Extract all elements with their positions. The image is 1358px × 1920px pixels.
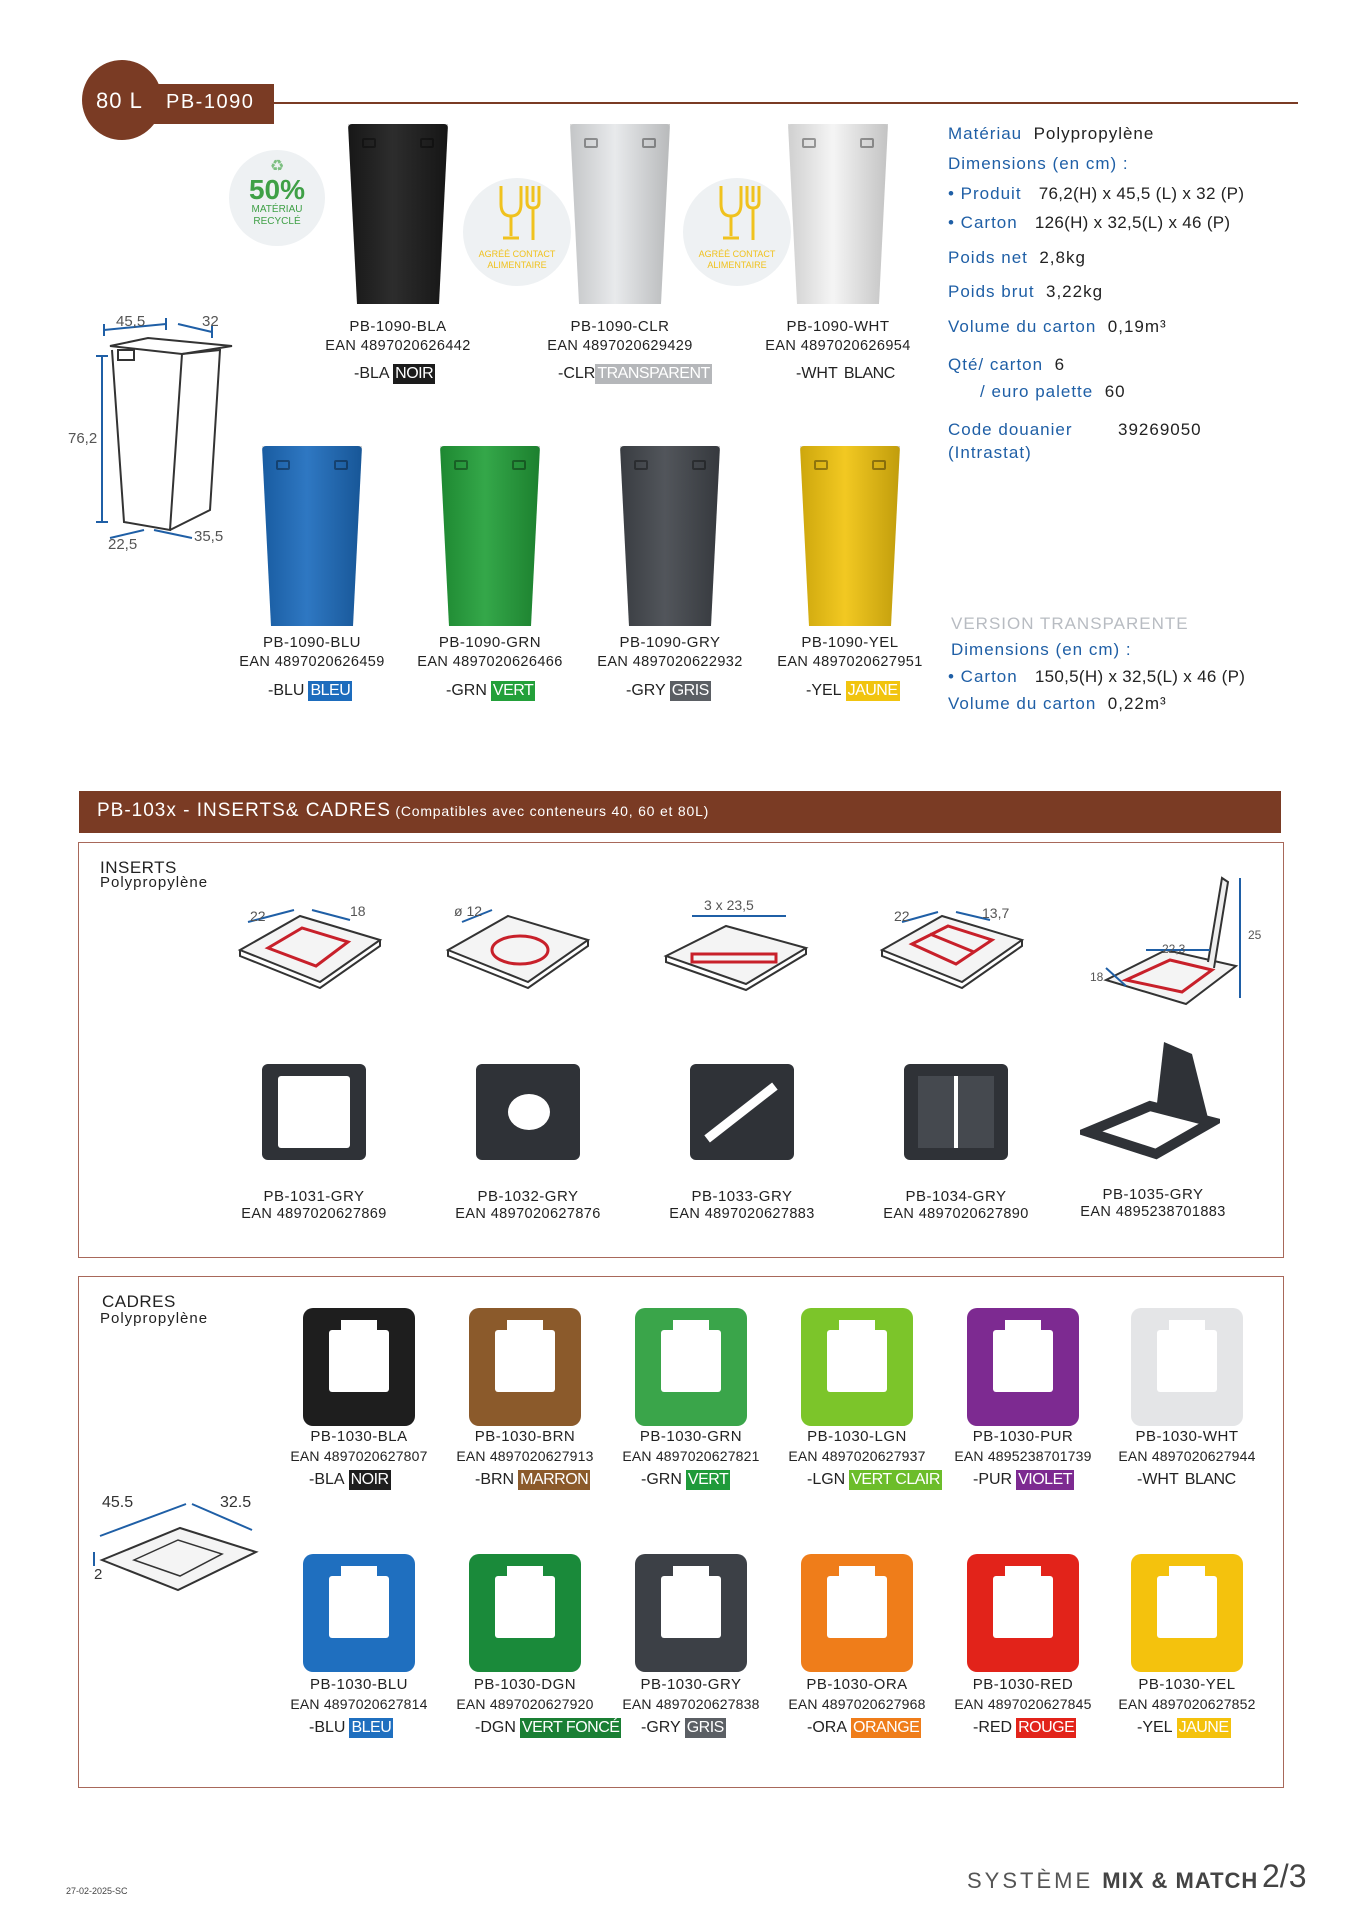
insert-dim-a: 22 [250,908,266,924]
spec-pallet-label: / euro palette [980,382,1094,401]
insert-dim-a: 3 x 23,5 [704,897,754,913]
product-ean: EAN 4897020622932 [597,654,743,670]
suffix-text: -BLA [309,1471,345,1488]
suffix-text: -CLR [558,365,596,382]
bin-image [788,124,888,304]
suffix-text: -GRN [641,1471,682,1488]
frames-subtitle: Polypropylène [100,1310,209,1327]
frame-ean: EAN 4897020627968 [788,1696,926,1712]
frame-code: PB-1030-PUR [972,1428,1074,1445]
spec-product-label: • Produit [948,184,1022,203]
insert-code: PB-1032-GRY [477,1188,579,1205]
food-contact-line2: ALIMENTAIRE [487,260,547,270]
frame-image-blu [303,1554,415,1672]
product-code: PB-1090-BLU [262,634,362,651]
product-code: PB-1090-YEL [801,634,899,651]
dim-bottom-width: 35,5 [194,528,224,545]
insert-image-1033 [690,1064,794,1160]
insert-dim-a: 22,3 [1162,942,1186,956]
spec-net-label: Poids net [948,248,1028,267]
bin-card-gry [570,446,770,626]
insert-dim-c: 25 [1248,928,1262,942]
bin-image [262,446,362,626]
insert-image-1035 [1080,1036,1220,1176]
frame-dim-height: 2 [94,1566,103,1583]
transparent-volume [948,694,1167,714]
color-swatch: TRANSPARENT [597,365,710,382]
suffix-text: -BLA [354,365,389,382]
frame-color-suffix [973,1718,1076,1738]
frame-image-red [967,1554,1079,1672]
frame-image-ora [801,1554,913,1672]
frame-code: PB-1030-ORA [806,1676,908,1693]
spec-carton-volume [948,317,1167,337]
frame-code: PB-1030-LGN [807,1428,907,1445]
frame-image-yel [1131,1554,1243,1672]
frame-ean: EAN 4897020627920 [456,1696,594,1712]
color-swatch: JAUNE [1178,1719,1229,1736]
frame-color-suffix [309,1470,391,1490]
frame-ean: EAN 4897020627937 [788,1448,926,1464]
section-header [79,791,1281,833]
suffix-text: -PUR [973,1471,1013,1488]
color-suffix [806,681,900,701]
suffix-text: -WHT [796,365,838,382]
transparent-carton-value: 150,5(H) x 32,5(L) x 46 (P) [1034,667,1246,686]
frame-dim-width: 45.5 [102,1494,134,1511]
frame-image-dgn [469,1554,581,1672]
insert-dim-a: ø 12 [454,903,483,919]
spec-qty-label: Qté/ carton [948,355,1044,374]
spec-pallet [980,382,1126,402]
product-ean: EAN 4897020626466 [417,654,563,670]
insert-code: PB-1035-GRY [1102,1186,1204,1203]
frame-code: PB-1030-BLA [310,1428,408,1445]
spec-material-value: Polypropylène [1033,124,1155,143]
frame-color-suffix [1137,1718,1231,1738]
insert-code: PB-1031-GRY [263,1188,365,1205]
suffix-text: -YEL [806,682,842,699]
color-swatch: NOIR [350,1471,389,1488]
insert-ean: EAN 4897020627883 [669,1206,815,1222]
suffix-text: -RED [973,1719,1013,1736]
frame-color-suffix [1137,1470,1238,1490]
recycled-percent: 50% [248,174,306,205]
product-ean: EAN 4897020626459 [239,654,385,670]
spec-customs-label1: Code douanier [948,420,1073,439]
insert-ean: EAN 4897020627869 [241,1206,387,1222]
page-number: 2/3 [1262,1858,1307,1894]
dim-depth: 32 [202,313,219,330]
spec-carton-vol-value: 0,19m³ [1107,317,1167,336]
frame-ean: EAN 4897020627821 [622,1448,760,1464]
brand-bold: MIX & MATCH [1102,1868,1259,1893]
frame-code: PB-1030-BRN [474,1428,576,1445]
spec-qty [948,355,1065,375]
bin-image [620,446,720,626]
frame-ean: EAN 4897020627845 [954,1696,1092,1712]
frame-code: PB-1030-RED [972,1676,1074,1693]
spec-gross-value: 3,22kg [1046,282,1104,301]
bin-card-wht [738,124,938,304]
color-swatch: VIOLET [1018,1471,1073,1488]
frame-color-suffix [641,1470,730,1490]
transparent-vol-value: 0,22m³ [1107,694,1167,713]
spec-gross-label: Poids brut [948,282,1035,301]
dim-bottom-depth: 22,5 [108,536,138,553]
insert-dim-a: 22 [894,908,910,924]
frame-color-suffix [973,1470,1074,1490]
frame-code: PB-1030-GRN [639,1428,743,1445]
suffix-text: -WHT [1137,1471,1179,1488]
frame-ean: EAN 4897020627852 [1118,1696,1256,1712]
suffix-text: -BLU [268,682,305,699]
spec-customs-label2: (Intrastat) [948,443,1032,462]
product-ean: EAN 4897020627951 [777,654,923,670]
suffix-text: -BRN [475,1471,515,1488]
frame-ean: EAN 4897020627838 [622,1696,760,1712]
spec-carton-label: • Carton [948,213,1018,232]
bin-card-bla [298,124,498,304]
product-code: PB-1090-WHT [786,318,890,335]
bin-image [348,124,448,304]
color-swatch: ORANGE [853,1719,920,1736]
recycled-line1: MATÉRIAU [251,204,303,215]
transparent-dimensions-label: Dimensions (en cm) : [951,640,1132,659]
insert-image-1031 [262,1064,366,1160]
product-ean: EAN 4897020629429 [547,338,693,354]
insert-code: PB-1034-GRY [905,1188,1007,1205]
frames-title: CADRES [102,1292,176,1311]
food-contact-line1: AGRÉÉ CONTACT [478,249,556,259]
color-swatch: BLANC [843,365,895,382]
bin-card-grn [390,446,590,626]
suffix-text: -BLU [309,1719,346,1736]
transparent-carton-label: • Carton [948,667,1018,686]
frame-image-gry [635,1554,747,1672]
spec-product-value: 76,2(H) x 45,5 (L) x 32 (P) [1038,184,1245,203]
bin-image [800,446,900,626]
transparent-carton [948,667,1245,687]
dim-height: 76,2 [68,430,98,447]
transparent-vol-label: Volume du carton [948,694,1097,713]
frame-color-suffix [309,1718,393,1738]
recycled-line2: RECYCLÉ [253,216,301,227]
frame-image-pur [967,1308,1079,1426]
color-swatch: VERT [492,682,534,699]
suffix-text: -GRN [446,682,487,699]
suffix-text: -GRY [641,1719,681,1736]
spec-qty-value: 6 [1054,355,1066,374]
bin-card-yel [750,446,950,626]
frame-code: PB-1030-DGN [473,1676,577,1693]
product-ean: EAN 4897020626954 [765,338,911,354]
insert-dim-b: 18 [1090,970,1104,984]
color-suffix [446,681,535,701]
spec-carton-vol-label: Volume du carton [948,317,1097,336]
frame-color-suffix [475,1470,590,1490]
suffix-text: -GRY [626,682,666,699]
spec-product [948,184,1244,204]
color-swatch: VERT CLAIR [851,1471,940,1488]
insert-dim-b: 13,7 [982,905,1010,921]
frame-image-wht [1131,1308,1243,1426]
insert-dim-b: 18 [350,903,366,919]
color-swatch: GRIS [686,1719,724,1736]
spec-carton [948,213,1230,233]
suffix-text: -ORA [807,1719,847,1736]
insert-image-1032 [476,1064,580,1160]
color-suffix [354,364,435,384]
spec-carton-value: 126(H) x 32,5(L) x 46 (P) [1034,213,1231,232]
inserts-subtitle: Polypropylène [100,874,209,891]
color-swatch: NOIR [395,365,434,382]
color-swatch: JAUNE [847,682,898,699]
spec-net-weight [948,248,1086,268]
color-suffix [268,681,352,701]
footer-brand [967,1868,1258,1894]
insert-ean: EAN 4895238701883 [1080,1204,1226,1220]
color-swatch: MARRON [520,1471,589,1488]
product-code: PB-1090-GRY [619,634,721,651]
color-swatch: ROUGE [1018,1719,1075,1736]
transparent-version-title: VERSION TRANSPARENTE [951,614,1189,633]
frame-image-brn [469,1308,581,1426]
spec-customs-value: 39269050 [1118,420,1202,439]
frame-code: PB-1030-GRY [640,1676,742,1693]
frame-color-suffix [807,1470,942,1490]
insert-drawing-3 [656,900,816,1000]
product-code: PB-1090-GRN [438,634,542,651]
frame-image-bla [303,1308,415,1426]
insert-drawing-5 [1086,870,1256,1010]
food-contact-line1: AGRÉÉ CONTACT [698,249,776,259]
frame-ean: EAN 4897020627944 [1118,1448,1256,1464]
product-code: PB-1090-BLA [349,318,447,335]
spec-pallet-value: 60 [1104,382,1126,401]
color-suffix [558,364,712,384]
frame-code: PB-1030-YEL [1138,1676,1236,1693]
model-title: PB-1090 [154,84,274,124]
spec-dimensions-label: Dimensions (en cm) : [948,154,1129,173]
color-swatch: GRIS [671,682,709,699]
section-title: PB-103x - INSERTS& CADRES [97,800,391,821]
frame-image-grn [635,1308,747,1426]
frame-color-suffix [641,1718,726,1738]
suffix-text: -LGN [807,1471,846,1488]
insert-code: PB-1033-GRY [691,1188,793,1205]
frame-ean: EAN 4895238701739 [954,1448,1092,1464]
product-code: PB-1090-CLR [570,318,670,335]
bin-card-clr [520,124,720,304]
color-swatch: BLANC [1184,1471,1236,1488]
frame-image-lgn [801,1308,913,1426]
frame-code: PB-1030-WHT [1135,1428,1239,1445]
bin-image [440,446,540,626]
color-swatch: BLEU [310,682,351,699]
color-suffix [796,364,897,384]
volume-label: 80 L [96,88,143,113]
recycle-icon: ♻ [269,158,285,175]
frame-code: PB-1030-BLU [309,1676,409,1693]
frame-ean: EAN 4897020627814 [290,1696,428,1712]
bin-image [570,124,670,304]
suffix-text: -DGN [475,1719,516,1736]
insert-ean: EAN 4897020627890 [883,1206,1029,1222]
brand-prefix: SYSTÈME [967,1868,1094,1893]
spec-gross-weight [948,282,1103,302]
spec-material [948,124,1154,144]
section-subtitle: (Compatibles avec conteneurs 40, 60 et 80L) [395,803,710,819]
insert-ean: EAN 4897020627876 [455,1206,601,1222]
food-contact-line2: ALIMENTAIRE [707,260,767,270]
frame-color-suffix [807,1718,921,1738]
color-swatch: VERT FONCÉ [521,1719,620,1736]
frame-dim-depth: 32.5 [220,1494,252,1511]
spec-material-label: Matériau [948,124,1023,143]
color-swatch: VERT [687,1471,729,1488]
frame-ean: EAN 4897020627807 [290,1448,428,1464]
spec-net-value: 2,8kg [1039,248,1086,267]
suffix-text: -YEL [1137,1719,1173,1736]
inserts-title: INSERTS [100,858,177,877]
frame-ean: EAN 4897020627913 [456,1448,594,1464]
frame-color-suffix [475,1718,621,1738]
insert-image-1034 [904,1064,1008,1160]
bin-card-blu [212,446,412,626]
color-swatch: BLEU [351,1719,392,1736]
footer-date: 27-02-2025-SC [66,1886,128,1896]
dim-width: 45,5 [116,313,146,330]
header-rule [274,102,1298,104]
product-ean: EAN 4897020626442 [325,338,471,354]
color-suffix [626,681,711,701]
